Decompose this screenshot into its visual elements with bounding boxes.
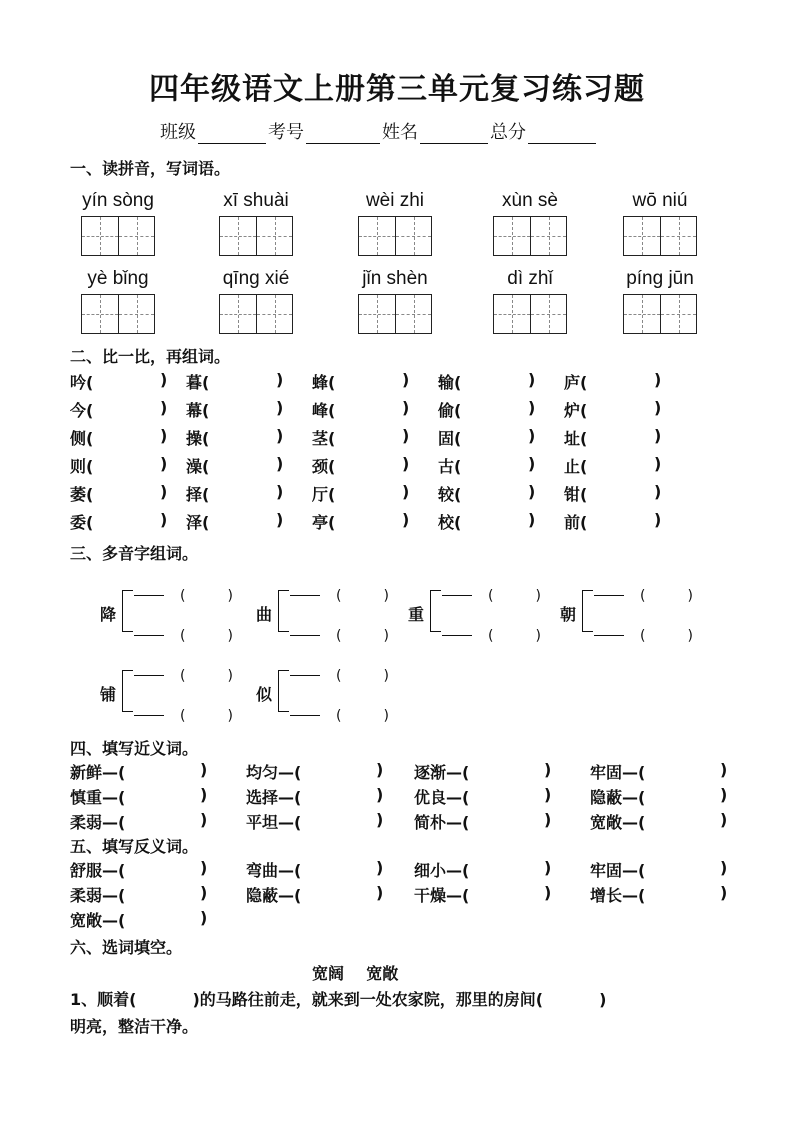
answer-blank[interactable]: [484, 858, 542, 880]
writing-grid[interactable]: [81, 216, 155, 256]
compare-char: 幕(: [186, 401, 210, 420]
writing-grid[interactable]: [493, 216, 567, 256]
word-blank[interactable]: [290, 635, 320, 636]
word-prompt: 慎重—(: [70, 788, 126, 807]
answer-blank[interactable]: [470, 454, 526, 476]
section-1-heading: 一、读拼音，写词语。: [70, 159, 231, 178]
close-paren: ): [276, 482, 284, 501]
polyphone-char: 曲: [256, 605, 273, 624]
compare-char: 较(: [438, 485, 462, 504]
answer-blank[interactable]: [218, 454, 274, 476]
class-label: 班级: [160, 122, 196, 143]
answer-blank[interactable]: [344, 426, 400, 448]
polyphone-char: 似: [256, 685, 273, 704]
word-prompt: 宽敞—(: [70, 911, 126, 930]
close-paren: ): [276, 398, 284, 417]
compare-char: 址(: [564, 429, 588, 448]
pronunciation-line: [134, 705, 233, 724]
exam-no-label: 考号: [268, 122, 304, 143]
word-prompt: 细小—(: [414, 861, 470, 880]
grid-cell[interactable]: [624, 295, 660, 333]
compare-char: 侧(: [70, 429, 94, 448]
answer-blank[interactable]: [660, 883, 718, 905]
close-paren: ): [160, 398, 168, 417]
compare-char: 澡(: [186, 457, 210, 476]
grid-cell[interactable]: [494, 295, 530, 333]
compare-char: 炉(: [564, 401, 588, 420]
word-prompt: 柔弱—(: [70, 813, 126, 832]
pronunciation-line: [290, 625, 389, 644]
word-blank[interactable]: [290, 595, 320, 596]
name-label: 姓名: [382, 122, 418, 143]
word-prompt: 牢固—(: [590, 763, 646, 782]
exam-no-field[interactable]: [306, 125, 380, 144]
close-paren: ): [276, 426, 284, 445]
compare-char: 暮(: [186, 373, 210, 392]
close-paren: ): [687, 628, 693, 644]
close-paren: ): [544, 883, 552, 902]
answer-blank[interactable]: [102, 454, 158, 476]
grid-cell[interactable]: [494, 217, 530, 255]
answer-blank[interactable]: [344, 510, 400, 532]
compare-char: 吟(: [70, 373, 94, 392]
close-paren: ): [160, 370, 168, 389]
pinyin-label: yín sòng: [82, 190, 154, 211]
word-prompt: 新鲜—(: [70, 763, 126, 782]
open-paren: (: [180, 628, 186, 644]
close-paren: ): [200, 883, 208, 902]
close-paren: ): [402, 454, 410, 473]
grid-cell[interactable]: [660, 217, 696, 255]
close-paren: ): [276, 510, 284, 529]
writing-grid[interactable]: [623, 216, 697, 256]
close-paren: ): [402, 398, 410, 417]
open-paren: (: [180, 708, 186, 724]
bracket: [278, 670, 289, 712]
close-paren: ): [376, 810, 384, 829]
compare-char: 止(: [564, 457, 588, 476]
answer-blank[interactable]: [344, 370, 400, 392]
polyphone-char: 铺: [100, 685, 117, 704]
close-paren: ): [160, 426, 168, 445]
bracket: [278, 590, 289, 632]
close-paren: ): [402, 370, 410, 389]
compare-char: 偷(: [438, 401, 462, 420]
close-paren: ): [376, 785, 384, 804]
class-field[interactable]: [198, 125, 266, 144]
answer-blank[interactable]: [218, 426, 274, 448]
compare-char: 钳(: [564, 485, 588, 504]
close-paren: ): [383, 668, 389, 684]
word-prompt: 干燥—(: [414, 886, 470, 905]
answer-blank[interactable]: [660, 760, 718, 782]
compare-char: 亭(: [312, 513, 336, 532]
grid-cell[interactable]: [82, 217, 118, 255]
answer-blank[interactable]: [218, 398, 274, 420]
close-paren: ): [160, 482, 168, 501]
close-paren: ): [654, 482, 662, 501]
answer-blank[interactable]: [140, 785, 198, 807]
word-prompt: 选择—(: [246, 788, 302, 807]
compare-char: 操(: [186, 429, 210, 448]
writing-grid[interactable]: [358, 294, 432, 334]
grid-cell[interactable]: [82, 295, 118, 333]
open-paren: (: [336, 588, 342, 604]
answer-blank[interactable]: [102, 482, 158, 504]
pronunciation-line: [134, 665, 233, 684]
compare-char: 峰(: [312, 401, 336, 420]
pronunciation-line: [442, 625, 541, 644]
pinyin-label: xī shuài: [223, 190, 289, 211]
answer-blank[interactable]: [316, 883, 374, 905]
answer-blank[interactable]: [596, 482, 652, 504]
answer-blank[interactable]: [140, 858, 198, 880]
close-paren: ): [544, 858, 552, 877]
grid-cell[interactable]: [256, 217, 292, 255]
open-paren: (: [180, 588, 186, 604]
pronunciation-line: [442, 585, 541, 604]
pronunciation-line: [290, 665, 389, 684]
answer-blank[interactable]: [470, 482, 526, 504]
answer-blank[interactable]: [140, 908, 198, 930]
answer-blank[interactable]: [140, 760, 198, 782]
pinyin-label: wèi zhi: [365, 190, 425, 211]
writing-grid[interactable]: [623, 294, 697, 334]
close-paren: ): [654, 454, 662, 473]
close-paren: ): [720, 810, 728, 829]
compare-char: 蜂(: [312, 373, 336, 392]
word-prompt: 隐蔽—(: [246, 886, 302, 905]
open-paren: (: [488, 588, 494, 604]
answer-blank[interactable]: [218, 482, 274, 504]
compare-char: 固(: [438, 429, 462, 448]
answer-blank[interactable]: [102, 370, 158, 392]
close-paren: ): [544, 810, 552, 829]
grid-cell[interactable]: [256, 295, 292, 333]
grid-cell[interactable]: [395, 217, 431, 255]
answer-blank[interactable]: [102, 398, 158, 420]
pronunciation-line: [594, 625, 693, 644]
word-blank[interactable]: [134, 635, 164, 636]
answer-blank[interactable]: [218, 370, 274, 392]
close-paren: ): [654, 398, 662, 417]
compare-char: 颈(: [312, 457, 336, 476]
answer-blank[interactable]: [484, 760, 542, 782]
word-blank[interactable]: [594, 595, 624, 596]
close-paren: ): [402, 510, 410, 529]
close-paren: ): [402, 426, 410, 445]
word-prompt: 弯曲—(: [246, 861, 302, 880]
open-paren: (: [336, 628, 342, 644]
answer-blank[interactable]: [344, 454, 400, 476]
compare-char: 今(: [70, 401, 94, 420]
close-paren: ): [376, 883, 384, 902]
section-4-heading: 四、填写近义词。: [70, 739, 199, 758]
answer-blank[interactable]: [316, 785, 374, 807]
close-paren: ): [227, 588, 233, 604]
pronunciation-line: [134, 585, 233, 604]
close-paren: ): [528, 370, 536, 389]
compare-char: 委(: [70, 513, 94, 532]
answer-blank[interactable]: [316, 858, 374, 880]
bracket: [582, 590, 593, 632]
word-prompt: 均匀—(: [246, 763, 302, 782]
compare-char: 则(: [70, 457, 94, 476]
answer-blank[interactable]: [660, 810, 718, 832]
close-paren: ): [535, 588, 541, 604]
writing-grid[interactable]: [219, 216, 293, 256]
word-blank[interactable]: [442, 635, 472, 636]
open-paren: (: [336, 708, 342, 724]
word-prompt: 牢固—(: [590, 861, 646, 880]
close-paren: ): [544, 785, 552, 804]
compare-char: 庐(: [564, 373, 588, 392]
compare-char: 择(: [186, 485, 210, 504]
pinyin-label: jǐn shèn: [362, 268, 428, 289]
close-paren: ): [200, 810, 208, 829]
answer-blank[interactable]: [344, 482, 400, 504]
word-prompt: 逐渐—(: [414, 763, 470, 782]
close-paren: ): [654, 426, 662, 445]
close-paren: ): [376, 760, 384, 779]
close-paren: ): [227, 708, 233, 724]
grid-cell[interactable]: [530, 217, 566, 255]
answer-blank[interactable]: [596, 510, 652, 532]
answer-blank[interactable]: [596, 398, 652, 420]
answer-blank[interactable]: [596, 426, 652, 448]
score-label: 总分: [490, 122, 526, 143]
word-prompt: 简朴—(: [414, 813, 470, 832]
word-prompt: 平坦—(: [246, 813, 302, 832]
close-paren: ): [402, 482, 410, 501]
word-blank[interactable]: [290, 715, 320, 716]
pinyin-label: qīng xié: [222, 268, 290, 289]
close-paren: ): [160, 510, 168, 529]
polyphone-char: 降: [100, 605, 117, 624]
close-paren: ): [720, 785, 728, 804]
score-field[interactable]: [528, 125, 596, 144]
section-5-heading: 五、填写反义词。: [70, 837, 199, 856]
grid-cell[interactable]: [359, 295, 395, 333]
grid-cell[interactable]: [530, 295, 566, 333]
close-paren: ): [535, 628, 541, 644]
section-2-heading: 二、比一比，再组词。: [70, 347, 231, 366]
answer-blank[interactable]: [344, 398, 400, 420]
close-paren: ): [227, 628, 233, 644]
close-paren: ): [720, 858, 728, 877]
grid-cell[interactable]: [118, 295, 154, 333]
answer-blank[interactable]: [316, 810, 374, 832]
close-paren: ): [528, 454, 536, 473]
page-title: 四年级语文上册第三单元复习练习题: [149, 72, 645, 107]
close-paren: ): [200, 785, 208, 804]
polyphone-char: 重: [408, 605, 425, 624]
pronunciation-line: [290, 585, 389, 604]
close-paren: ): [376, 858, 384, 877]
bracket: [430, 590, 441, 632]
answer-blank[interactable]: [470, 426, 526, 448]
polyphone-char: 朝: [560, 605, 577, 624]
open-paren: (: [640, 588, 646, 604]
answer-blank[interactable]: [470, 398, 526, 420]
compare-char: 泽(: [186, 513, 210, 532]
answer-blank[interactable]: [218, 510, 274, 532]
q1-part-a: 1、顺着(: [70, 990, 137, 1009]
pinyin-label: dì zhǐ: [507, 268, 553, 289]
word-prompt: 优良—(: [414, 788, 470, 807]
close-paren: ): [276, 454, 284, 473]
pronunciation-line: [290, 705, 389, 724]
compare-char: 古(: [438, 457, 462, 476]
grid-cell[interactable]: [220, 295, 256, 333]
close-paren: ): [528, 426, 536, 445]
close-paren: ): [200, 858, 208, 877]
close-paren: ): [227, 668, 233, 684]
close-paren: ): [276, 370, 284, 389]
answer-blank[interactable]: [102, 426, 158, 448]
pronunciation-line: [134, 625, 233, 644]
word-prompt: 宽敞—(: [590, 813, 646, 832]
close-paren: ): [200, 908, 208, 927]
answer-blank[interactable]: [140, 810, 198, 832]
answer-blank[interactable]: [470, 510, 526, 532]
answer-blank[interactable]: [484, 785, 542, 807]
pinyin-label: wō niú: [632, 190, 688, 211]
compare-char: 校(: [438, 513, 462, 532]
answer-blank[interactable]: [484, 883, 542, 905]
word-blank[interactable]: [290, 675, 320, 676]
close-paren: ): [160, 454, 168, 473]
word-choices: 宽阔 宽敞: [312, 964, 399, 983]
close-paren: ): [687, 588, 693, 604]
compare-char: 前(: [564, 513, 588, 532]
word-blank[interactable]: [442, 595, 472, 596]
section-3-heading: 三、多音字组词。: [70, 544, 199, 563]
word-prompt: 隐蔽—(: [590, 788, 646, 807]
open-paren: (: [180, 668, 186, 684]
section-6-heading: 六、选词填空。: [70, 938, 183, 957]
close-paren: ): [528, 510, 536, 529]
grid-cell[interactable]: [118, 217, 154, 255]
bracket: [122, 670, 133, 712]
grid-cell[interactable]: [395, 295, 431, 333]
writing-grid[interactable]: [219, 294, 293, 334]
pinyin-label: yè bǐng: [87, 268, 149, 289]
word-prompt: 增长—(: [590, 886, 646, 905]
close-paren: ): [544, 760, 552, 779]
close-paren: ): [720, 760, 728, 779]
grid-cell[interactable]: [220, 217, 256, 255]
close-paren: ): [654, 370, 662, 389]
answer-blank[interactable]: [470, 370, 526, 392]
open-paren: (: [336, 668, 342, 684]
grid-cell[interactable]: [624, 217, 660, 255]
question-1: [70, 987, 730, 1010]
pronunciation-line: [594, 585, 693, 604]
bracket: [122, 590, 133, 632]
answer-blank[interactable]: [660, 858, 718, 880]
compare-char: 萎(: [70, 485, 94, 504]
word-blank[interactable]: [134, 715, 164, 716]
answer-blank[interactable]: [140, 883, 198, 905]
pinyin-label: xùn sè: [502, 190, 558, 211]
writing-grid[interactable]: [81, 294, 155, 334]
close-paren: ): [528, 482, 536, 501]
writing-grid[interactable]: [493, 294, 567, 334]
answer-blank[interactable]: [102, 510, 158, 532]
writing-grid[interactable]: [358, 216, 432, 256]
close-paren: ): [720, 883, 728, 902]
answer-blank[interactable]: [660, 785, 718, 807]
word-blank[interactable]: [594, 635, 624, 636]
close-paren: ): [383, 708, 389, 724]
grid-cell[interactable]: [660, 295, 696, 333]
word-blank[interactable]: [134, 675, 164, 676]
answer-blank[interactable]: [484, 810, 542, 832]
close-paren: ): [383, 628, 389, 644]
word-prompt: 舒服—(: [70, 861, 126, 880]
word-prompt: 柔弱—(: [70, 886, 126, 905]
name-field[interactable]: [420, 125, 488, 144]
answer-blank[interactable]: [596, 454, 652, 476]
q1-part-c: ): [599, 990, 607, 1009]
close-paren: ): [528, 398, 536, 417]
q1-part-b: )的马路往前走，就来到一处农家院，那里的房间(: [192, 990, 544, 1009]
close-paren: ): [654, 510, 662, 529]
open-paren: (: [488, 628, 494, 644]
grid-cell[interactable]: [359, 217, 395, 255]
answer-blank[interactable]: [316, 760, 374, 782]
answer-blank[interactable]: [596, 370, 652, 392]
close-paren: ): [200, 760, 208, 779]
open-paren: (: [640, 628, 646, 644]
close-paren: ): [383, 588, 389, 604]
student-info-line: [160, 118, 598, 144]
compare-char: 厅(: [312, 485, 336, 504]
compare-char: 茎(: [312, 429, 336, 448]
word-blank[interactable]: [134, 595, 164, 596]
question-1-line-2: 明亮，整洁干净。: [70, 1017, 199, 1036]
pinyin-label: píng jūn: [626, 268, 694, 289]
compare-char: 输(: [438, 373, 462, 392]
